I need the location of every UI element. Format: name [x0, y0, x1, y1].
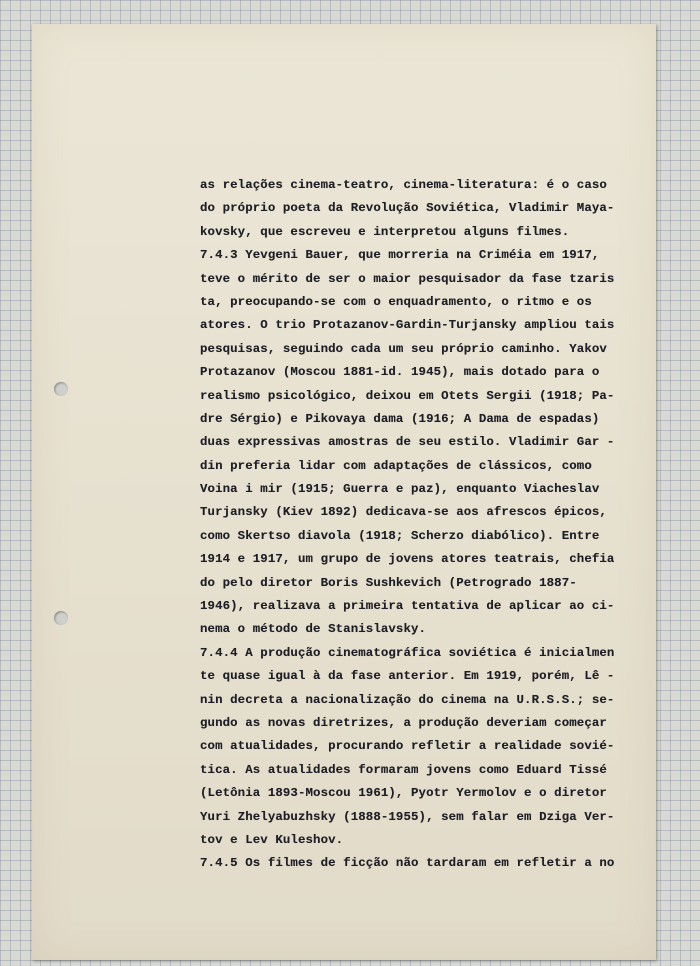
text-line: tica. As atualidades formaram jovens como Eduard Tissé	[200, 762, 607, 777]
text-line: nema o método de Stanislavsky.	[200, 622, 427, 637]
text-line: gundo as novas diretrizes, a produção deveriam começar	[200, 715, 607, 730]
typed-text-block	[200, 174, 660, 876]
text-line: Turjansky (Kiev 1892) dedicava-se aos afrescos épicos,	[200, 505, 607, 520]
text-line: din preferia lidar com adaptações de clássicos, como	[200, 458, 592, 473]
text-line: 7.4.5 Os filmes de ficção não tardaram em refletir a no	[200, 856, 615, 871]
text-line: com atualidades, procurando refletir a realidade sovié-	[200, 739, 615, 754]
text-line: 7.4.4 A produção cinematográfica soviética é inicialmen	[200, 645, 615, 660]
text-line: 7.4.3 Yevgeni Bauer, que morreria na Criméia em 1917,	[200, 248, 600, 263]
text-line: atores. O trio Protazanov-Gardin-Turjansky ampliou tais	[200, 318, 615, 333]
text-line: do pelo diretor Boris Sushkevich (Petrogrado 1887-	[200, 575, 577, 590]
text-line: ta, preocupando-se com o enquadramento, o ritmo e os	[200, 294, 592, 309]
text-line: (Letônia 1893-Moscou 1961), Pyotr Yermolov e o diretor	[200, 786, 607, 801]
text-line: dre Sérgio) e Pikovaya dama (1916; A Dama de espadas)	[200, 411, 600, 426]
text-line: Protazanov (Moscou 1881-id. 1945), mais dotado para o	[200, 365, 600, 380]
text-line: 1946), realizava a primeira tentativa de aplicar ao ci-	[200, 599, 615, 614]
text-line: duas expressivas amostras de seu estilo. Vladimir Gar -	[200, 435, 615, 450]
text-line: como Skertso diavola (1918; Scherzo diabólico). Entre	[200, 528, 600, 543]
text-line: Voina i mir (1915; Guerra e paz), enquanto Viacheslav	[200, 482, 600, 497]
text-line: tov e Lev Kuleshov.	[200, 832, 344, 847]
text-line: as relações cinema-teatro, cinema-literatura: é o caso	[200, 178, 607, 192]
punch-hole	[54, 611, 68, 625]
text-line: pesquisas, seguindo cada um seu próprio caminho. Yakov	[200, 341, 607, 356]
text-line: do próprio poeta da Revolução Soviética, Vladimir Maya-	[200, 201, 615, 216]
text-line: teve o mérito de ser o maior pesquisador da fase tzaris	[200, 271, 615, 286]
text-line: Yuri Zhelyabuzhsky (1888-1955), sem falar em Dziga Ver-	[200, 809, 615, 824]
text-line: 1914 e 1917, um grupo de jovens atores teatrais, chefia	[200, 552, 615, 567]
text-line: realismo psicológico, deixou em Otets Sergii (1918; Pa-	[200, 388, 615, 403]
text-line: kovsky, que escreveu e interpretou alguns filmes.	[200, 224, 570, 239]
typewritten-page	[32, 24, 656, 960]
text-line: te quase igual à da fase anterior. Em 1919, porém, Lê -	[200, 669, 615, 684]
text-line: nin decreta a nacionalização do cinema na U.R.S.S.; se-	[200, 692, 615, 707]
punch-hole	[54, 382, 68, 396]
